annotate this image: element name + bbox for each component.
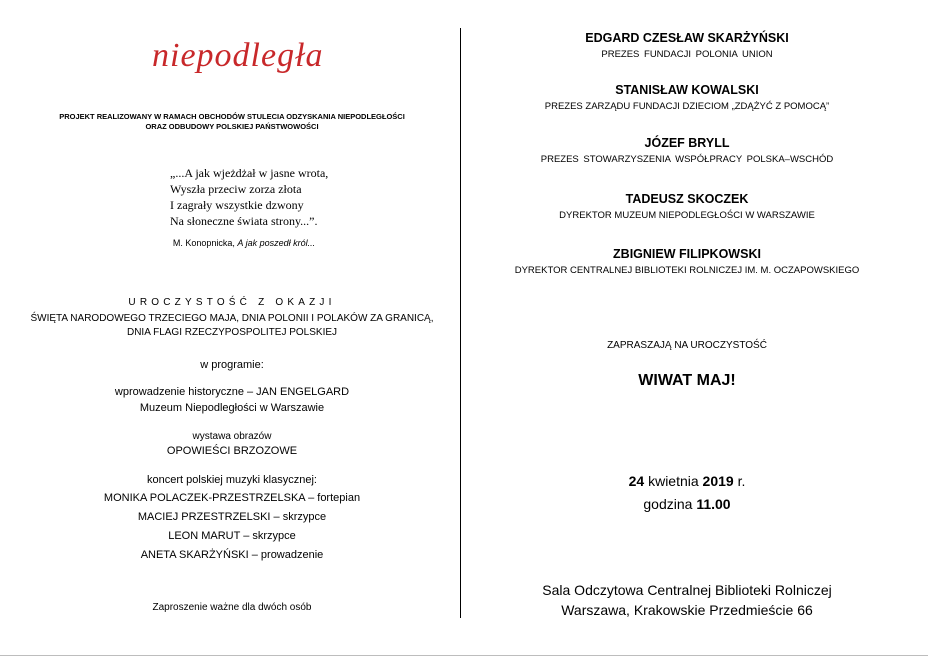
date-month: kwietnia <box>644 473 703 489</box>
attribution-author: M. Konopnicka, <box>172 238 238 248</box>
host-name-3: JÓZEF BRYLL <box>644 136 730 150</box>
ceremony-line-1: ŚWIĘTA NARODOWEGO TRZECIEGO MAJA, DNIA POLONII I POLAKÓW ZA GRANICĄ, <box>30 313 434 324</box>
host-role-1: PREZES FUNDACJI POLONIA UNION <box>601 49 773 60</box>
host-role-3: PREZES STOWARZYSZENIA WSPÓŁPRACY POLSKA–WSCHÓD <box>540 154 834 165</box>
center-divider <box>460 28 461 618</box>
invite-text: ZAPRASZAJĄ NA UROCZYSTOŚĆ <box>607 340 767 351</box>
exhibition-line-2: OPOWIEŚCI BRZOZOWE <box>166 445 298 457</box>
right-panel <box>470 0 904 658</box>
intro-line-1: wprowadzenie historyczne – JAN ENGELGARD <box>114 386 350 398</box>
attribution-title: A jak poszedł król... <box>237 238 316 248</box>
venue-line-1: Sala Odczytowa Centralnej Biblioteki Rolniczej <box>542 582 832 598</box>
poem-line: I zagrały wszystkie dzwony <box>170 198 304 212</box>
ceremony-heading: UROCZYSTOŚĆ Z OKAZJI <box>128 297 336 308</box>
footer-note: Zaproszenie ważne dla dwóch osób <box>152 602 312 613</box>
host-role-2: PREZES ZARZĄDU FUNDACJI DZIECIOM „ZDĄŻYĆ Z POMOCĄ” <box>544 101 830 112</box>
venue-line-2: Warszawa, Krakowskie Przedmieście 66 <box>561 602 813 618</box>
time-label: godzina <box>643 496 697 512</box>
ceremony-line-2: DNIA FLAGI RZECZYPOSPOLITEJ POLSKIEJ <box>126 327 338 338</box>
poem-line: „...A jak wjeżdżał w jasne wrota, <box>170 166 329 180</box>
date-day: 24 <box>628 473 645 489</box>
event-time <box>470 496 904 512</box>
host-role-5: DYREKTOR CENTRALNEJ BIBLIOTEKI ROLNICZEJ IM. M. OCZAPOWSKIEGO <box>514 265 860 276</box>
poem-quote <box>170 165 400 229</box>
concert-label: koncert polskiej muzyki klasycznej: <box>147 474 317 486</box>
performer-3: LEON MARUT – skrzypce <box>168 530 296 542</box>
host-name-5: ZBIGNIEW FILIPKOWSKI <box>613 247 761 261</box>
time-value: 11.00 <box>696 496 731 512</box>
host-name-2: STANISŁAW KOWALSKI <box>615 83 759 97</box>
performer-1: MONIKA POLACZEK-PRZESTRZELSKA – fortepian <box>103 492 361 504</box>
performer-2: MACIEJ PRZESTRZELSKI – skrzypce <box>137 511 327 523</box>
exhibition-line-1: wystawa obrazów <box>192 431 272 442</box>
project-line-2: ORAZ ODBUDOWY POLSKIEJ PAŃSTWOWOŚCI <box>145 122 319 131</box>
poem-line: Na słoneczne świata strony...”. <box>170 214 318 228</box>
poem-attribution <box>32 238 456 248</box>
niepodlegla-logo <box>148 30 358 80</box>
event-title: WIWAT MAJ! <box>638 372 736 389</box>
host-name-1: EDGARD CZESŁAW SKARŻYŃSKI <box>585 31 789 45</box>
performer-4: ANETA SKARŻYŃSKI – prowadzenie <box>140 549 324 561</box>
event-date <box>470 473 904 489</box>
program-label: w programie: <box>200 359 264 371</box>
date-suffix: r. <box>733 473 746 489</box>
host-role-4: DYREKTOR MUZEUM NIEPODLEGŁOŚCI W WARSZAWIE <box>559 210 815 221</box>
left-panel <box>20 0 444 658</box>
intro-line-2: Muzeum Niepodległości w Warszawie <box>139 402 325 414</box>
host-name-4: TADEUSZ SKOCZEK <box>625 192 749 206</box>
project-line-1: PROJEKT REALIZOWANY W RAMACH OBCHODÓW STULECIA ODZYSKANIA NIEPODLEGŁOŚCI <box>59 112 405 121</box>
poem-line: Wyszła przeciw zorza złota <box>170 182 302 196</box>
logo-text: niepodległa <box>152 37 324 74</box>
bottom-rule <box>0 655 928 656</box>
date-year: 2019 <box>702 473 734 489</box>
